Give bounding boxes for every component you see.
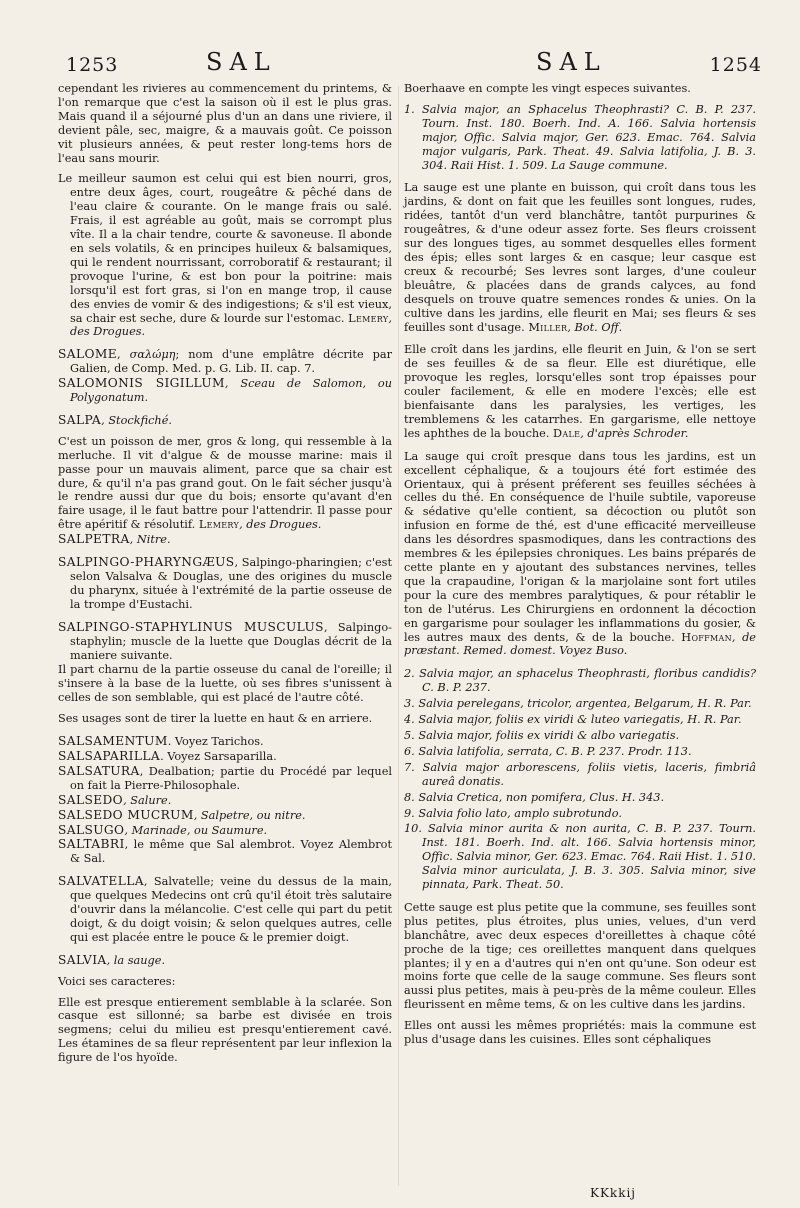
entry-text: . Voyez Tarichos.: [167, 735, 264, 749]
entry-salsamentum: [58, 735, 392, 749]
entry-salpa: [58, 414, 392, 428]
entry-text: ; nom d'une emplâtre décrite par Galien, de Comp. Med. p. G. Lib. II. cap. 7.: [70, 348, 393, 376]
headword: SALVATELLA: [58, 874, 144, 889]
entry-text: , Salvatelle; veine du dessus de la main, que quelques Medecins ont crû qu'il étoit très salutaire d'ouvrir dans la mélancolie. C'est celle qui part du petit doigt, & du doigt voisin; & selon quelques autres, celle qui est placée entre le pouce & le premier doigt.: [70, 875, 392, 944]
entry-text: , le même que Sal alembrot. Voyez Alembrot & Sal.: [70, 838, 392, 866]
paragraph-text: La sauge est une plante en buisson, qui croît dans tous les jardins, & dont on fait que les feuilles sont longues, rudes, ridées, tantôt d'un verd blanchâtre, tantôt purpurines & rougeâtres, & d'une odeur assez forte. Ses fleurs croissent sur des longues tiges, au sommet desquelles elles forment des épis; elles sont larges & en casque; leur casque est creux & recourbé; Ses levres sont larges, d'une couleur bleuâtre, & placées dans de grands calyces, au fond desquels on trouve quatre semences rondes & unies. On la cultive dans les jardins, elle fleurit en Mai; ses fleurs & ses feuilles sont d'usage.: [404, 181, 756, 334]
entry-saltabri: [58, 838, 392, 866]
paragraph-text: C'est un poisson de mer, gros & long, qui ressemble à la merluche. Il vit d'algue & de mousse marine: mais il passe pour un mauvais aliment, parce que sa chair est dure, & qu'il n'a pas grand gout. On le fait sécher jusqu'à le rendre aussi dur que du bois; ensorte qu'avant d'en faire usage, il le faut battre pour l'attendrir. Il passe pour être apéritif & résolutif.: [58, 434, 392, 532]
headword: SALSATURA: [58, 763, 140, 778]
headword: SALPA: [58, 412, 102, 427]
source-title: , d'après Schroder.: [580, 426, 689, 440]
paragraph: Boerhaave en compte les vingt especes suivantes.: [404, 82, 691, 95]
author-name: Lemery: [198, 518, 240, 532]
headword: SALPETRA: [58, 532, 130, 547]
headword: SALTABRI: [58, 837, 125, 852]
headword: SALOME: [58, 347, 118, 362]
paragraph-text: Elle croît dans les jardins, elle fleurit en Juin, & l'on se sert de ses feuilles & de sa fleur. Elle est diurétique, elle provoque les regles, lorsqu'elles sont trop épaisses pour couler facilement, & elle en modere l'excès; elle est bienfaisante dans les paralysies, les vertiges, les tremblemens & les catarrhes. En gargarisme, elle nettoye les aphthes de la bouche.: [404, 343, 756, 440]
paragraph-text: Le meilleur saumon est celui qui est bien nourri, gros, entre deux âges, court, rougeâtre & pêché dans de l'eau claire & courante. On le mange frais ou salé. Frais, il est agréable au goût, mais se corrompt plus vîte. Il a la chair tendre, courte & savoneuse. Il abonde en sels volatils, & en principes huileux & balsamiques, qui le rendent nourrissant, corroboratif & restaurant; il provoque l'urine, & est bon pour la poitrine: mais lorsqu'il est fort gras, si l'on en mange trop, il cause des envies de vomir & des indigestions; & s'il est vieux, sa chair est seche, dure & lourde sur l'estomac.: [58, 172, 392, 325]
author-name: Hoffman: [681, 630, 732, 644]
species-list-2: [404, 667, 756, 892]
entry-salvia: [58, 954, 392, 968]
entry-salpingo-pharyngaeus: [58, 556, 392, 612]
entry-salsaparilla: [58, 750, 392, 764]
entry-text: , Dealbation; partie du Procédé par lequel on fait la Pierre-Philosophale.: [70, 764, 392, 792]
entry-salome: SALOME, σαλώμη; nom d'une emplâtre décrite par Galien, de Comp. Med. p. G. Lib. II. cap. 7.: [58, 347, 393, 376]
entry-text: , Nitre.: [129, 533, 171, 547]
entry-salpingo-staphylinus: [58, 621, 392, 663]
page-header: [66, 48, 762, 82]
species-item: 3. Salvia perelegans, tricolor, argentea, Belgarum, H. R. Par.: [404, 697, 752, 711]
signature-mark: KKkkij: [590, 1186, 637, 1200]
headword: SALPINGO-STAPHYLINUS MUSCULUS: [58, 619, 324, 634]
entry-salpetra: [58, 533, 392, 547]
headword: SALSEDO: [58, 792, 124, 807]
paragraph: [58, 172, 392, 339]
column-divider: [398, 86, 399, 1186]
paragraph: Elle est presque entierement semblable à la sclarée. Son casque est sillonné; sa barbe est divisée en trois segmens; celui du milieu est presqu'entierement cavé. Les étamines de sa fleur représentent par leur inflexion la figure de l'os hyoïde.: [58, 995, 392, 1065]
paragraph: [404, 343, 756, 440]
entry-salvatella: [58, 875, 392, 945]
entry-salsedo: [58, 794, 392, 808]
headword: SALVIA: [58, 952, 107, 967]
left-running-head: SAL: [206, 48, 277, 76]
right-running-head: SAL: [536, 48, 607, 76]
entry-text: . Voyez Sarsaparilla.: [160, 749, 277, 763]
source-title: , des Drogues.: [239, 518, 322, 532]
author-name: Dale: [553, 426, 581, 440]
headword: SALSUGO: [58, 822, 125, 837]
paragraph: [404, 450, 756, 659]
paragraph: [404, 181, 756, 334]
headword: SALOMONIS SIGILLUM: [58, 376, 225, 391]
entry-salsugo: [58, 824, 392, 838]
entry-text: , Sceau de Salomon, ou Polygonatum.: [70, 377, 393, 405]
species-item: 2. Salvia major, an sphacelus Theophrasti, floribus candidis? C. B. P. 237.: [404, 667, 756, 695]
entry-salomonis: [58, 377, 392, 405]
headword: SALPINGO-PHARYNGÆUS: [58, 555, 235, 570]
paragraph: Ses usages sont de tirer la luette en haut & en arriere.: [58, 712, 373, 726]
paragraph-text: La sauge qui croît presque dans tous les jardins, est un excellent céphalique, & a toujours été fort estimée des Orientaux, qui à présent préferent ses feuilles séchées à celles du thé. En conséquence de l'huile subtile, vaporeuse & sédative qu'elle contient, sa décoction ou plutôt son infusion en forme de thé, est d'une efficacité merveilleuse dans les désordres spasmodiques, dans les contractions des membres & les épilepsies chroniques. Les bains préparés de cette plante en y ajoutant des substances nervines, telles que la crapaudine, l'origan & la marjolaine sont fort utiles pour la cure des membres paralytiques, & pour rétablir le ton de l'utérus. Les Chirurgiens en ordonnent la décoction en gargarisme pour soulager les inflammations du gosier, & les autres maux des dents, & de la bouche.: [404, 449, 756, 644]
paragraph: Il part charnu de la partie osseuse du canal de l'oreille; il s'insere à la base de la luette, où ses fibres s'unissent à celles de son semblable, qui est placé de l'autre côté.: [58, 663, 392, 705]
author-name: Miller: [528, 320, 568, 334]
paragraph: [58, 435, 392, 532]
headword: SALSAPARILLA: [58, 748, 161, 763]
entry-text: , Salpetre, ou nitre.: [193, 808, 306, 822]
species-item: 1. Salvia major, an Sphacelus Theophrasti? C. B. P. 237. Tourn. Inst. 180. Boerh. Ind. A. 166. Salvia hortensis major, Offic. Salvia major, Ger. 623. Emac. 764. Salvia major vulgaris, Park. Theat. 49. Salvia latifolia, J. B. 3. 304. Raii Hist. 1. 509. La Sauge commune.: [404, 102, 756, 172]
headword: SALSEDO MUCRUM: [58, 807, 194, 822]
species-item: 6. Salvia latifolia, serrata, C. B. P. 237. Prodr. 113.: [404, 744, 692, 758]
species-item: 8. Salvia Cretica, non pomifera, Clus. H. 343.: [404, 790, 665, 804]
source-title: , Bot. Off.: [567, 320, 623, 334]
entry-subtitle: , Stockfiché.: [101, 413, 172, 427]
source-title: , des Drogues.: [70, 311, 392, 339]
entry-text: , Salpingo-staphylin; muscle de la luette que Douglas décrit de la maniere suivante.: [70, 620, 392, 662]
right-column: [404, 82, 756, 1054]
entry-text: , Salure.: [123, 793, 172, 807]
paragraph: cependant les rivieres au commencement du printems, & l'on remarque que c'est la saison où il est le plus gras. Mais quand il a séjourné plus d'un an dans une riviere, il devient pâle, sec, maigre, & a mauvais goût. Ce poisson vit plusieurs années, & peut rester long-tems hors de l'eau sans mourir.: [58, 82, 392, 165]
species-item: 10. Salvia minor aurita & non aurita, C. B. P. 237. Tourn. Inst. 181. Boerh. Ind. alt. 166. Salvia hortensis minor, Offic. Salvia minor, Ger. 623. Emac. 764. Raii Hist. 1. 510. Salvia minor auriculata, J. B. 3. 305. Salvia minor, sive pinnata, Park. Theat. 50.: [404, 822, 756, 892]
right-page-number: 1254: [709, 54, 762, 76]
species-list-1: [404, 103, 756, 173]
entry-text: , Salpingo-pharingien; c'est selon Valsalva & Douglas, une des origines du muscle du pharynx, située à l'extrémité de la partie osseuse de la trompe d'Eustachi.: [70, 556, 392, 611]
author-name: Lemery: [348, 311, 389, 325]
paragraph: Cette sauge est plus petite que la commune, ses feuilles sont plus petites, plus étroites, plus unies, velues, d'un verd blanchâtre, avec deux especes d'oreillettes à chaque côté proche de la tige; ces oreillettes manquent dans quelques plantes; il y en a d'autres qui n'en ont qu'une. Son odeur est moins forte que celle de la sauge commune. Ses fleurs sont aussi plus petites, mais à peu-près de la même couleur. Elles fleurissent en même tems, & on les cultive dans les jardins.: [404, 900, 756, 1012]
species-item: 4. Salvia major, foliis ex viridi & luteo variegatis, H. R. Par.: [404, 713, 742, 727]
entry-salsedo-mucrum: [58, 809, 392, 823]
left-page-number: 1253: [66, 54, 119, 76]
greek-word: σαλώμη: [129, 348, 176, 362]
source-title: , de præstant. Remed. domest. Voyez Buso.: [404, 630, 756, 658]
species-item: 5. Salvia major, foliis ex viridi & albo variegatis.: [404, 728, 680, 742]
entry-subtitle: , la sauge.: [106, 953, 166, 967]
species-item: 9. Salvia folio lato, amplo subrotundo.: [404, 806, 622, 820]
entry-salsatura: [58, 765, 392, 793]
species-item: 7. Salvia major arborescens, foliis vietis, laceris, fimbriâ aureâ donatis.: [404, 760, 756, 788]
entry-text: , Marinade, ou Saumure.: [124, 823, 268, 837]
left-column: [58, 82, 392, 1072]
paragraph: Voici ses caracteres:: [58, 974, 176, 988]
paragraph: Elles ont aussi les mêmes propriétés: mais la commune est plus d'usage dans les cuisines. Elles sont céphaliques: [404, 1019, 756, 1047]
headword: SALSAMENTUM: [58, 734, 168, 749]
